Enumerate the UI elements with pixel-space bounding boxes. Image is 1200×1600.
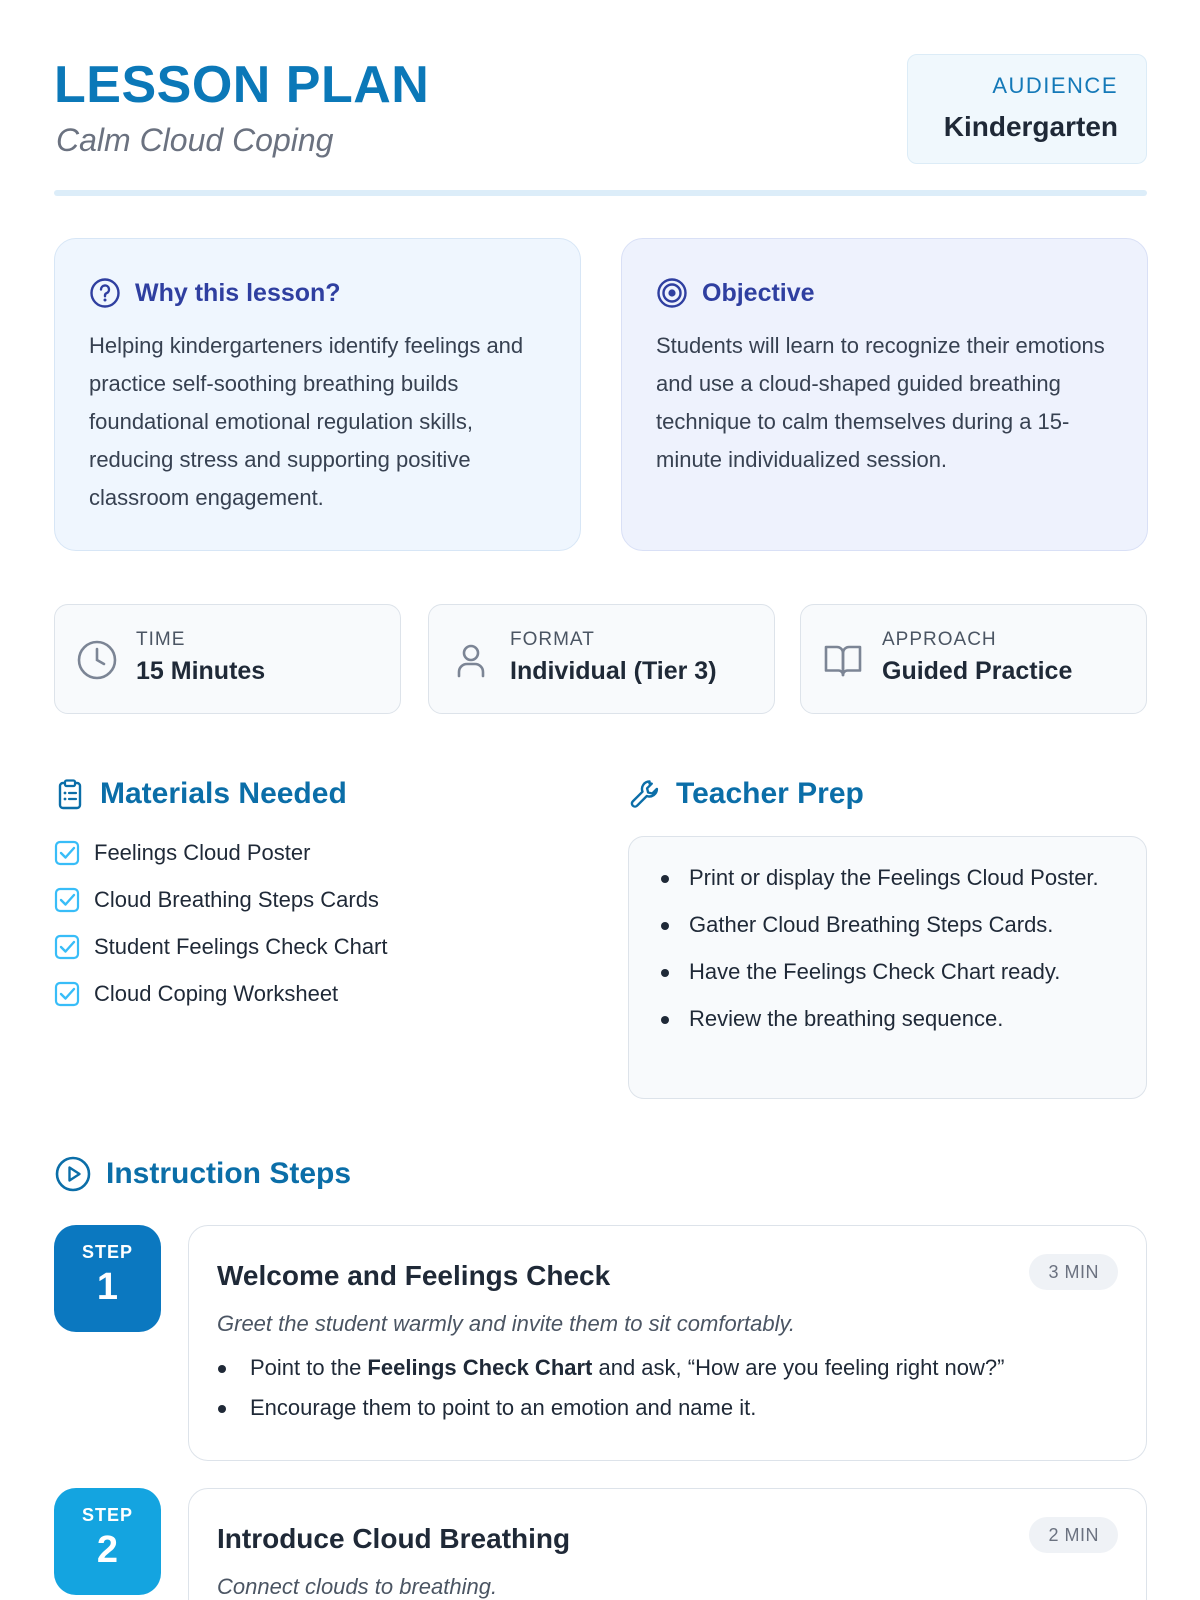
duration-badge: 3 MIN (1029, 1254, 1118, 1290)
info-card-format (428, 604, 775, 714)
info-card-approach (800, 604, 1147, 714)
book-icon (821, 638, 865, 682)
emphasis: Feelings Check Chart (367, 1355, 593, 1380)
objective-title: Objective (702, 278, 815, 307)
instruction-heading (54, 1152, 351, 1196)
info-card-time (54, 604, 401, 714)
audience-badge (907, 54, 1147, 164)
step-label: STEP (81, 1505, 133, 1525)
prep-title: Teacher Prep (676, 777, 864, 810)
step-badge-1 (54, 1225, 161, 1332)
header (54, 54, 1147, 199)
step-number: 1 (96, 1266, 119, 1308)
list-item: Student Feelings Check Chart (54, 923, 388, 970)
step-bullets (217, 1348, 1118, 1428)
list-item: Encourage them to point to an emotion and name it. (217, 1388, 1118, 1428)
why-card (54, 238, 581, 551)
step-badge-2 (54, 1488, 161, 1595)
clipboard-icon (54, 778, 86, 810)
list-item: Feelings Cloud Poster (54, 829, 388, 876)
objective-card (621, 238, 1148, 551)
play-circle-icon (54, 1155, 92, 1193)
list-item: Cloud Breathing Steps Cards (54, 876, 388, 923)
list-item: Review the breathing sequence. (655, 1002, 1120, 1035)
checkbox-checked-icon (54, 840, 80, 866)
list-item: Print or display the Feelings Cloud Poster. (655, 861, 1120, 894)
audience-label: AUDIENCE (992, 73, 1118, 98)
materials-list (54, 829, 388, 1017)
info-value: 15 Minutes (136, 657, 266, 685)
info-value: Individual (Tier 3) (510, 657, 717, 685)
list-item: Gather Cloud Breathing Steps Cards. (655, 908, 1120, 941)
user-icon (449, 638, 493, 682)
objective-text: Students will learn to recognize their emotions and use a cloud-shaped guided breathing technique to calm themselves during a 15-minute individualized session. (656, 333, 1105, 472)
audience-value: Kindergarten (943, 111, 1118, 142)
info-label: FORMAT (510, 629, 595, 650)
step-title: Welcome and Feelings Check (217, 1260, 611, 1291)
step-card-2 (188, 1488, 1147, 1600)
list-item: Have the Feelings Check Chart ready. (655, 955, 1120, 988)
step-intro: Greet the student warmly and invite them to sit comfortably. (217, 1311, 795, 1336)
target-icon (656, 277, 688, 309)
list-item: Point to the Feelings Check Chart and ask, “How are you feeling right now?” (217, 1348, 1118, 1388)
checkbox-checked-icon (54, 887, 80, 913)
why-text: Helping kindergarteners identify feelings and practice self-soothing breathing builds foundational emotional regulation skills, reducing stress and supporting positive classroom engagement. (89, 333, 524, 510)
materials-title: Materials Needed (100, 777, 347, 810)
step-label: STEP (81, 1242, 133, 1262)
materials-heading (54, 772, 347, 816)
duration-badge: 2 MIN (1029, 1517, 1118, 1553)
wrench-icon (628, 777, 662, 811)
step-number: 2 (96, 1529, 119, 1571)
step-card-1 (188, 1225, 1147, 1461)
page-subtitle: Calm Cloud Coping (56, 122, 334, 158)
list-item: Cloud Coping Worksheet (54, 970, 388, 1017)
prep-heading (628, 772, 864, 816)
page-title: LESSON PLAN (54, 56, 430, 114)
header-divider (54, 190, 1147, 196)
checkbox-checked-icon (54, 981, 80, 1007)
prep-box (628, 836, 1147, 1099)
info-value: Guided Practice (882, 657, 1073, 685)
instruction-title: Instruction Steps (106, 1157, 352, 1190)
question-circle-icon (89, 277, 121, 309)
why-title: Why this lesson? (135, 278, 341, 307)
step-title: Introduce Cloud Breathing (217, 1523, 571, 1554)
clock-icon (75, 638, 119, 682)
step-intro: Connect clouds to breathing. (217, 1574, 498, 1599)
info-label: TIME (136, 629, 186, 650)
checkbox-checked-icon (54, 934, 80, 960)
info-label: APPROACH (882, 629, 997, 650)
